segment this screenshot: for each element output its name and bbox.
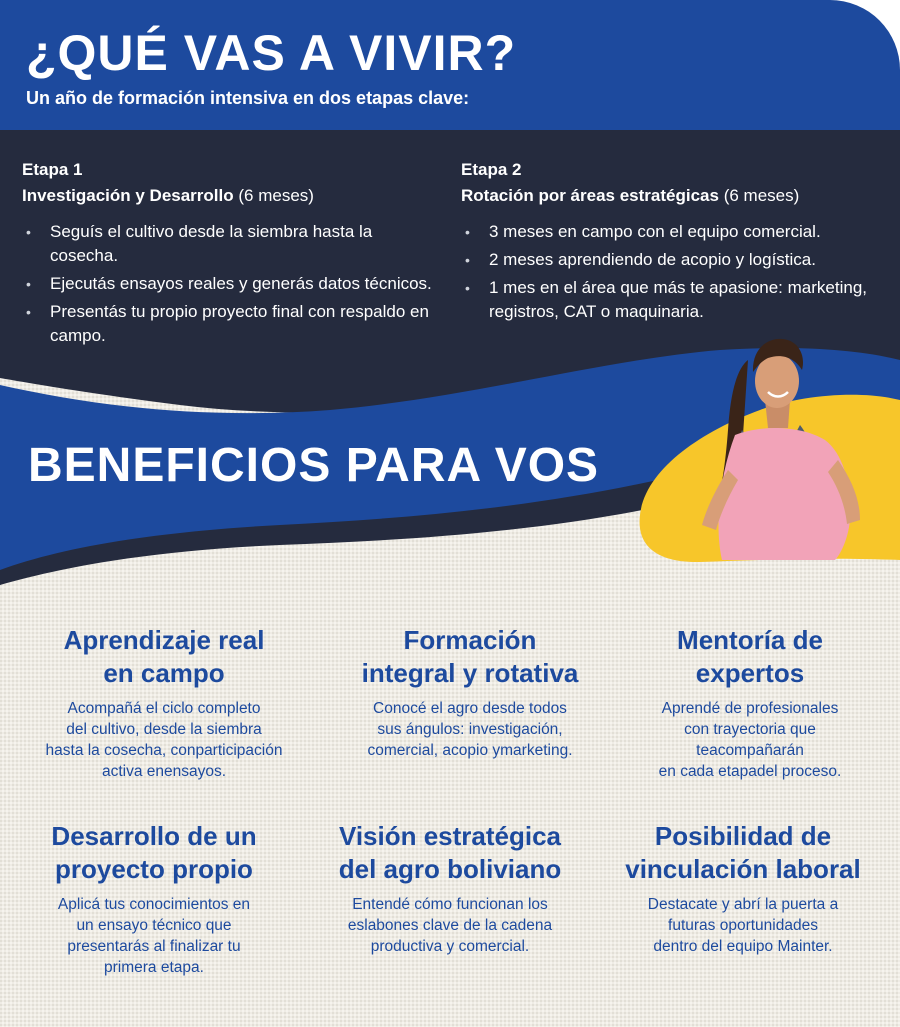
benefit-title: Visión estratégica del agro boliviano [338, 821, 562, 884]
benefit-card [4, 820, 304, 978]
benefit-text: Aplicá tus conocimientos en un ensayo técnico que presentarás al finalizar tu primera etapa. [57, 896, 251, 976]
benefit-title: Formación integral y rotativa [361, 625, 579, 688]
benefit-card [14, 624, 314, 782]
stage-bullet: • Seguís el cultivo desde la siembra hasta la cosecha. [22, 220, 442, 268]
stage-name: Rotación por áreas estratégicas [461, 186, 719, 205]
stage-name: Investigación y Desarrollo [22, 186, 234, 205]
stage-bullet: • 1 mes en el área que más te apasione: marketing, registros, CAT o maquinaria. [461, 276, 891, 324]
benefit-title: Posibilidad de vinculación laboral [625, 821, 861, 884]
benefit-text: Conocé el agro desde todos sus ángulos: investigación, comercial, acopio ymarketing. [367, 700, 573, 759]
benefit-card [320, 624, 620, 761]
benefit-text: Entendé cómo funcionan los eslabones clave de la cadena productiva y comercial. [347, 896, 553, 955]
benefit-title: Desarrollo de un proyecto propio [51, 821, 257, 884]
stage-duration: (6 meses) [238, 186, 314, 205]
page-title: ¿QUÉ VAS A VIVIR? [26, 25, 517, 81]
stage-bullet-list [461, 220, 891, 324]
stage-name-line [22, 182, 442, 210]
stage-bullet-list [22, 220, 442, 348]
stage-label: Etapa 1 [22, 160, 83, 179]
stage-label: Etapa 2 [461, 160, 522, 179]
benefit-text: Aprendé de profesionales con trayectoria que teacompañarán en cada etapadel proceso. [658, 700, 842, 780]
stage-2 [461, 158, 891, 328]
benefit-text: Destacate y abrí la puerta a futuras oportunidades dentro del equipo Mainter. [647, 896, 839, 955]
benefit-title: Mentoría de expertos [677, 625, 823, 688]
stage-bullet: • Ejecutás ensayos reales y generás datos técnicos. [22, 272, 442, 296]
benefit-card [593, 820, 893, 957]
stage-bullet: • 2 meses aprendiendo de acopio y logística. [461, 248, 891, 272]
benefit-card [300, 820, 600, 957]
benefit-title: Aprendizaje real en campo [63, 625, 265, 688]
stage-1 [22, 158, 442, 352]
benefits-title: BENEFICIOS PARA VOS [28, 439, 600, 492]
stage-name-line [461, 182, 891, 210]
stage-bullet: • Presentás tu propio proyecto final con respaldo en campo. [22, 300, 442, 348]
stage-bullet: • 3 meses en campo con el equipo comercial. [461, 220, 891, 244]
benefit-card [600, 624, 900, 782]
benefit-text: Acompañá el ciclo completo del cultivo, desde la siembra hasta la cosecha, conparticipación activa enensayos. [45, 700, 283, 780]
stage-duration: (6 meses) [723, 186, 800, 205]
page-subtitle: Un año de formación intensiva en dos etapas clave: [26, 88, 470, 108]
